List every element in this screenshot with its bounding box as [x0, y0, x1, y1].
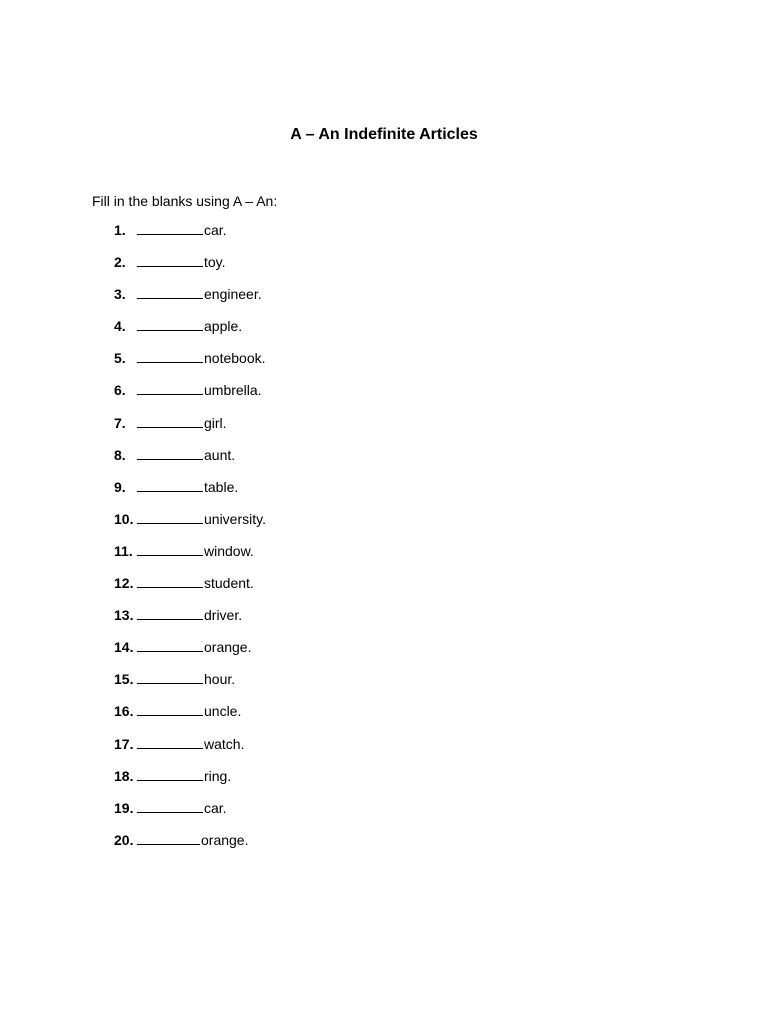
exercise-item — [114, 381, 266, 413]
exercise-item — [114, 574, 266, 606]
exercise-item — [114, 285, 266, 317]
answer-blank[interactable] — [137, 606, 203, 620]
worksheet-instructions: Fill in the blanks using A – An: — [92, 193, 278, 209]
item-number: 20. — [114, 831, 134, 848]
exercise-item — [114, 478, 266, 510]
item-number: 7. — [114, 414, 126, 431]
exercise-item — [114, 510, 266, 542]
item-word: window. — [204, 542, 254, 559]
answer-blank[interactable] — [137, 767, 203, 781]
item-word: engineer. — [204, 286, 262, 303]
item-number: 6. — [114, 382, 126, 399]
item-word: uncle. — [204, 703, 242, 720]
answer-blank[interactable] — [137, 831, 200, 845]
item-number: 5. — [114, 350, 126, 367]
exercise-list — [114, 221, 266, 863]
exercise-item — [114, 446, 266, 478]
answer-blank[interactable] — [137, 414, 203, 428]
answer-blank[interactable] — [137, 221, 203, 235]
answer-blank[interactable] — [137, 670, 203, 684]
answer-blank[interactable] — [137, 349, 203, 363]
exercise-item — [114, 317, 266, 349]
item-number: 17. — [114, 735, 134, 752]
exercise-item — [114, 542, 266, 574]
exercise-item — [114, 349, 266, 381]
exercise-item — [114, 221, 266, 253]
exercise-item — [114, 414, 266, 446]
item-number: 19. — [114, 799, 134, 816]
item-word: umbrella. — [204, 382, 262, 399]
item-number: 10. — [114, 510, 134, 527]
exercise-item — [114, 702, 266, 734]
exercise-item — [114, 767, 266, 799]
item-word: orange. — [201, 831, 249, 848]
item-word: table. — [204, 478, 239, 495]
exercise-item — [114, 831, 266, 863]
item-number: 1. — [114, 222, 126, 238]
answer-blank[interactable] — [137, 446, 203, 460]
item-word: car. — [204, 222, 227, 238]
exercise-item — [114, 253, 266, 285]
item-number: 16. — [114, 703, 134, 720]
answer-blank[interactable] — [137, 285, 203, 299]
exercise-item — [114, 638, 266, 670]
answer-blank[interactable] — [137, 735, 203, 749]
item-number: 12. — [114, 575, 134, 592]
item-number: 8. — [114, 446, 126, 463]
item-word: aunt. — [204, 446, 236, 463]
item-number: 13. — [114, 607, 134, 624]
item-word: car. — [204, 799, 227, 816]
item-word: student. — [204, 575, 254, 592]
answer-blank[interactable] — [137, 574, 203, 588]
item-number: 9. — [114, 478, 126, 495]
worksheet-title: A – An Indefinite Articles — [290, 126, 478, 143]
answer-blank[interactable] — [137, 317, 203, 331]
item-word: hour. — [204, 671, 236, 688]
answer-blank[interactable] — [137, 542, 203, 556]
item-number: 4. — [114, 318, 126, 335]
answer-blank[interactable] — [137, 381, 203, 395]
item-word: notebook. — [204, 350, 266, 367]
item-word: watch. — [204, 735, 245, 752]
answer-blank[interactable] — [137, 702, 203, 716]
exercise-item — [114, 606, 266, 638]
item-number: 15. — [114, 671, 134, 688]
exercise-item — [114, 735, 266, 767]
exercise-item — [114, 799, 266, 831]
item-word: university. — [204, 510, 266, 527]
answer-blank[interactable] — [137, 510, 203, 524]
item-word: girl. — [204, 414, 227, 431]
item-number: 2. — [114, 254, 126, 271]
item-word: ring. — [204, 767, 232, 784]
answer-blank[interactable] — [137, 799, 203, 813]
item-word: toy. — [204, 254, 226, 271]
item-word: apple. — [204, 318, 243, 335]
item-word: driver. — [204, 607, 243, 624]
item-number: 14. — [114, 639, 134, 656]
item-word: orange. — [204, 639, 252, 656]
item-number: 11. — [114, 542, 133, 559]
answer-blank[interactable] — [137, 478, 203, 492]
answer-blank[interactable] — [137, 253, 203, 267]
item-number: 3. — [114, 286, 126, 303]
exercise-item — [114, 670, 266, 702]
answer-blank[interactable] — [137, 638, 203, 652]
item-number: 18. — [114, 767, 134, 784]
